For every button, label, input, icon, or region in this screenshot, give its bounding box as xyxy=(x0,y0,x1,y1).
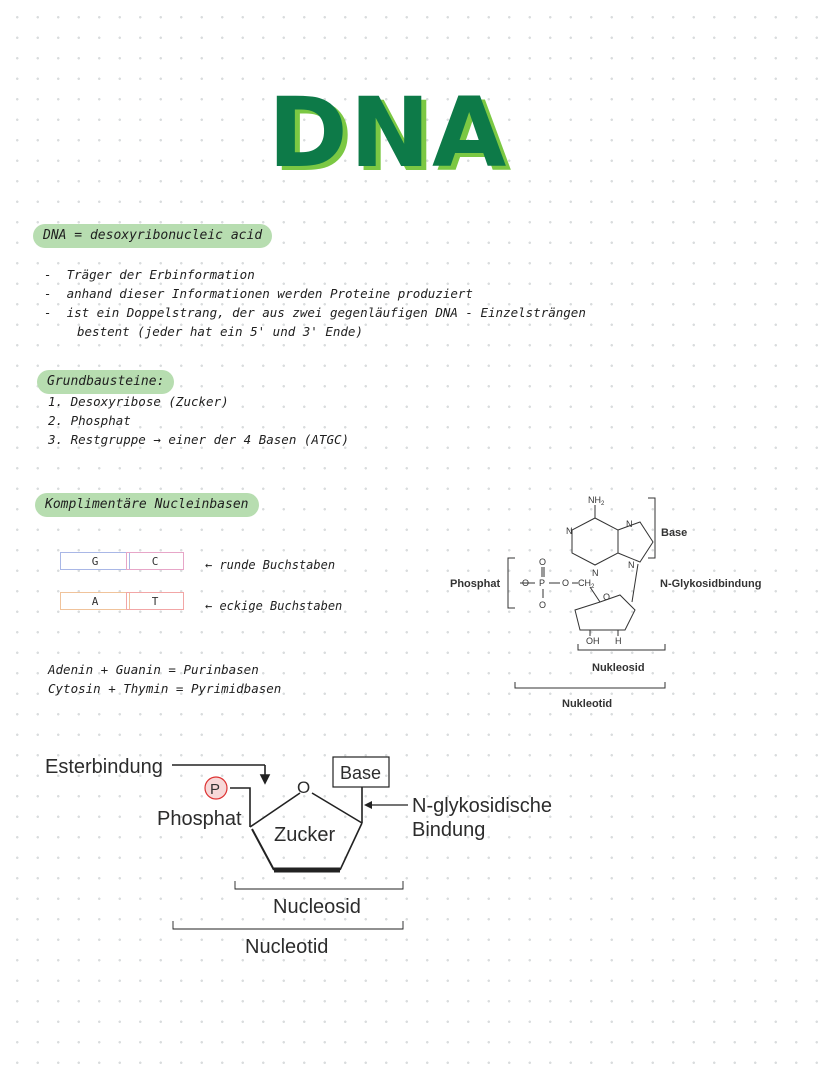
nucleotid-label: Nucleotid xyxy=(245,936,329,958)
phosphate-bracket xyxy=(508,558,515,608)
ch2-label: $CH_2$ xyxy=(578,578,595,590)
sugar-edge xyxy=(340,823,362,870)
atom-label: O xyxy=(539,557,547,567)
list-item: 2. Phosphat xyxy=(48,413,131,428)
p-label: P xyxy=(210,781,221,798)
bullet-item: - anhand dieser Informationen werden Proteine produziert xyxy=(44,286,473,301)
nucleotide-schematic-diagram xyxy=(40,745,580,975)
atom-label: N xyxy=(592,568,599,578)
atom-label: O xyxy=(603,592,611,602)
round-letters-note: ← runde Buchstaben xyxy=(205,558,336,572)
pyrimidine-line: Cytosin + Thymin = Pyrimidbasen xyxy=(48,681,282,696)
complementary-heading: Komplimentäre Nucleinbasen xyxy=(35,493,259,517)
nglyco-label-2: Bindung xyxy=(412,819,486,841)
purine-six-ring xyxy=(572,518,618,565)
base-pair-at xyxy=(60,592,190,612)
glyco-arrowhead xyxy=(364,801,372,809)
atom-label: N xyxy=(626,519,633,529)
base-t-box: T xyxy=(126,592,184,610)
nucleotid-bracket xyxy=(173,921,403,929)
nh2-label: $NH_2$ xyxy=(588,495,605,507)
bullet-item xyxy=(44,322,586,341)
bullet-item: - ist ein Doppelstrang, der aus zwei gegenläufigen DNA - Einzelsträngen xyxy=(44,305,586,320)
sugar-edge xyxy=(312,793,362,823)
atom-label: N xyxy=(566,526,573,536)
ester-label: Esterbindung xyxy=(45,756,163,778)
atom-label: O xyxy=(562,578,570,588)
sugar-edge xyxy=(250,793,300,827)
bullet-text: bestent (jeder hat ein 5' und 3' Ende) xyxy=(77,324,363,339)
angular-letters-note: ← eckige Buchstaben xyxy=(205,599,343,613)
nucleosid-bracket xyxy=(235,881,403,889)
bullet-text: Träger der Erbinformation xyxy=(66,267,255,282)
base-c-box: C xyxy=(126,552,184,570)
atom-label: N xyxy=(628,560,635,570)
base-bracket xyxy=(648,498,655,558)
list-item: 3. Restgruppe → einer der 4 Basen (ATGC) xyxy=(48,432,350,447)
purine-line: Adenin + Guanin = Purinbasen xyxy=(48,662,259,677)
base-pair-gc xyxy=(60,552,190,572)
base-g-box: G xyxy=(60,552,130,570)
sugar-edge xyxy=(252,829,274,870)
h-label: H xyxy=(615,636,622,646)
nucleotide-bracket xyxy=(515,682,665,688)
page-title: DNA xyxy=(268,77,509,189)
purine-five-ring xyxy=(618,522,653,562)
bullet-item: - Träger der Erbinformation xyxy=(44,267,255,282)
nucleoside-label: Nukleosid xyxy=(592,662,645,674)
o-label: O xyxy=(297,778,311,797)
zucker-label: Zucker xyxy=(274,824,336,846)
phosphate-label: Phosphat xyxy=(450,578,501,590)
definition-highlight: DNA = desoxyribonucleic acid xyxy=(33,224,272,248)
bullet-text: ist ein Doppelstrang, der aus zwei gegenläufigen DNA - Einzelsträngen xyxy=(66,305,586,320)
list-item: 1. Desoxyribose (Zucker) xyxy=(48,394,229,409)
nucleotide-structure-diagram xyxy=(440,490,790,720)
glycosidic-label: N-Glykosidbindung xyxy=(660,578,762,590)
building-blocks-heading: Grundbausteine: xyxy=(37,370,174,394)
nucleosid-label: Nucleosid xyxy=(273,896,361,918)
nucleotide-label: Nukleotid xyxy=(562,698,613,710)
ester-arrowhead xyxy=(261,775,269,783)
oh-label: OH xyxy=(586,636,600,646)
base-a-box: A xyxy=(60,592,130,610)
atom-label: O xyxy=(522,578,530,588)
phosphat-label: Phosphat xyxy=(157,808,242,830)
building-blocks-list xyxy=(48,392,349,449)
bullet-list xyxy=(44,265,586,341)
nglyco-label-1: N-glykosidische xyxy=(412,795,553,817)
base-label: Base xyxy=(340,763,382,783)
bullet-text: anhand dieser Informationen werden Proteine produziert xyxy=(66,286,473,301)
atom-label: P xyxy=(539,578,546,588)
atom-label: O xyxy=(539,600,547,610)
base-label: Base xyxy=(661,527,688,539)
base-classes xyxy=(48,660,281,698)
